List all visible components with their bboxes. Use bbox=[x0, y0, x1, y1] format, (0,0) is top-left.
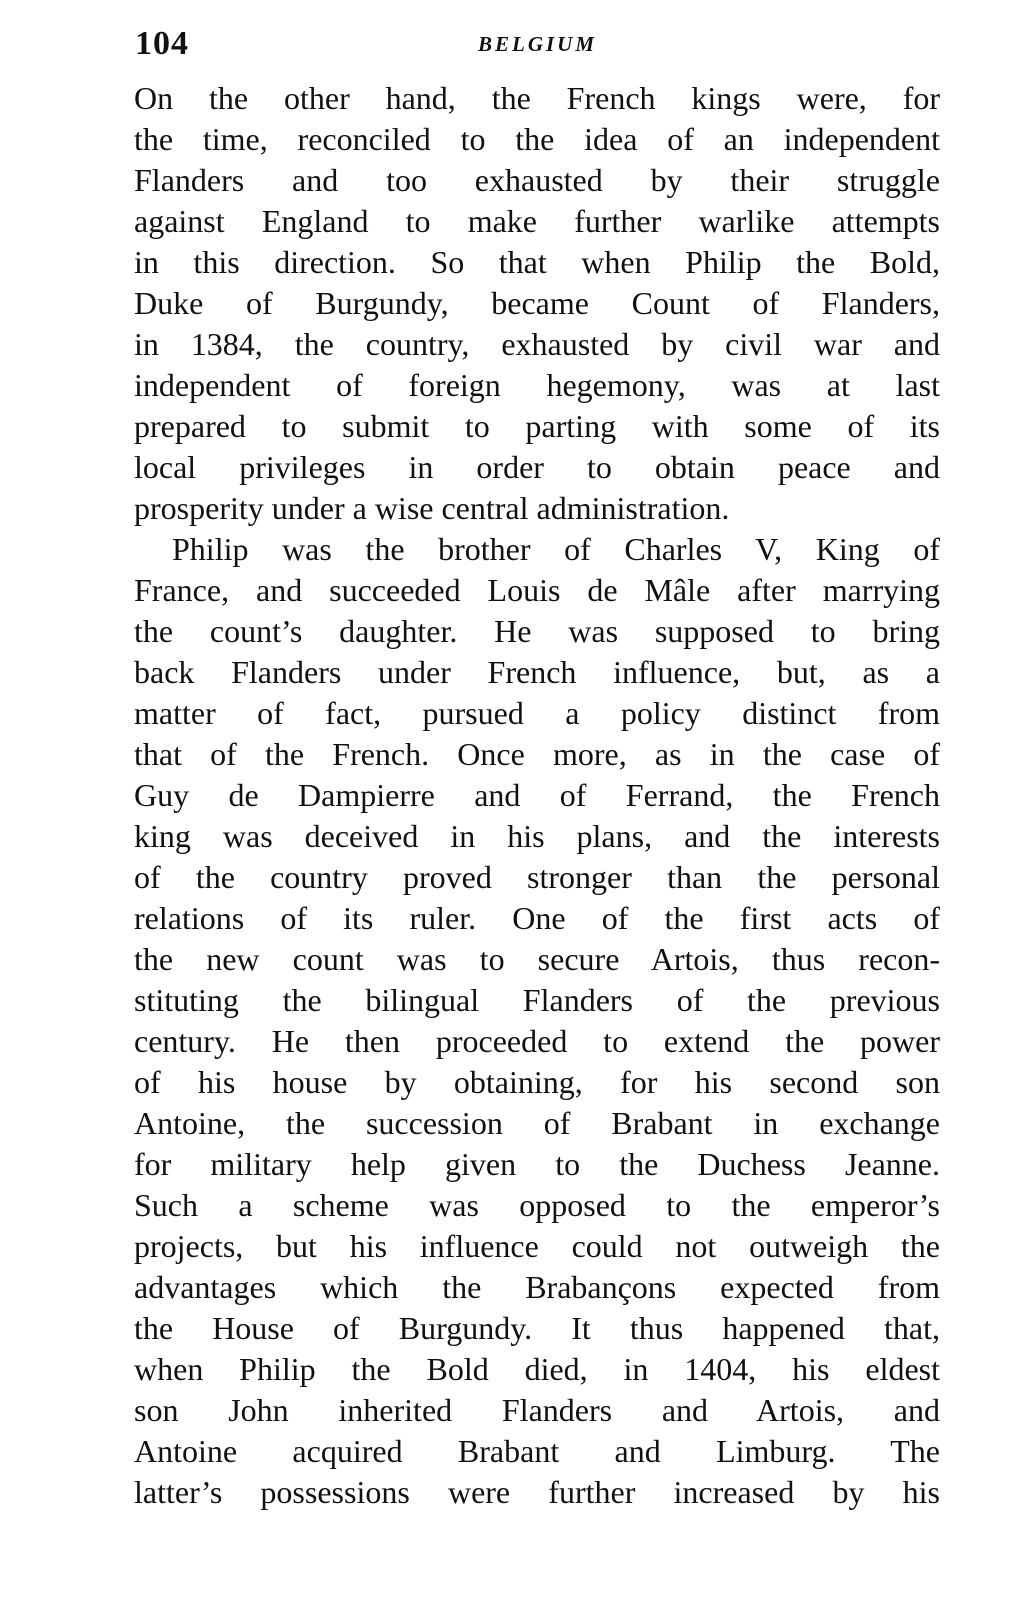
text-line-22: the new count was to secure Artois, thus recon- bbox=[134, 941, 940, 977]
text-line-24: century. He then proceeded to extend the power bbox=[134, 1023, 940, 1059]
text-line-33: son John inherited Flanders and Artois, and bbox=[134, 1392, 940, 1428]
text-line-31: the House of Burgundy. It thus happened that, bbox=[134, 1310, 940, 1346]
text-line-10: local privileges in order to obtain peace and bbox=[134, 449, 940, 485]
text-line-29: projects, but his influence could not outweigh the bbox=[134, 1228, 940, 1264]
page-number: 104 bbox=[135, 25, 189, 62]
text-line-26: Antoine, the succession of Brabant in exchange bbox=[134, 1105, 940, 1141]
running-title: BELGIUM bbox=[477, 32, 598, 56]
text-line-5: in this direction. So that when Philip the Bold, bbox=[134, 244, 940, 280]
body-text bbox=[134, 78, 940, 1513]
text-line-32: when Philip the Bold died, in 1404, his eldest bbox=[134, 1351, 940, 1387]
text-line-16: matter of fact, pursued a policy distinct from bbox=[134, 695, 940, 731]
text-line-14: the count’s daughter. He was supposed to bring bbox=[134, 613, 940, 649]
text-line-1: On the other hand, the French kings were, for bbox=[134, 80, 940, 116]
text-line-8: independent of foreign hegemony, was at last bbox=[134, 367, 940, 403]
text-line-25: of his house by obtaining, for his second son bbox=[134, 1064, 940, 1100]
text-line-21: relations of its ruler. One of the first acts of bbox=[134, 900, 940, 936]
text-line-11: prosperity under a wise central administration. bbox=[134, 490, 730, 526]
running-head bbox=[135, 22, 940, 66]
text-line-30: advantages which the Brabançons expected from bbox=[134, 1269, 940, 1305]
text-line-9: prepared to submit to parting with some of its bbox=[134, 408, 940, 444]
text-line-28: Such a scheme was opposed to the emperor’s bbox=[134, 1187, 940, 1223]
text-line-20: of the country proved stronger than the personal bbox=[134, 859, 940, 895]
text-line-34: Antoine acquired Brabant and Limburg. The bbox=[134, 1433, 940, 1469]
text-line-13: France, and succeeded Louis de Mâle after marrying bbox=[134, 572, 940, 608]
text-line-19: king was deceived in his plans, and the interests bbox=[134, 818, 940, 854]
text-line-18: Guy de Dampierre and of Ferrand, the French bbox=[134, 777, 940, 813]
text-line-15: back Flanders under French influence, but, as a bbox=[134, 654, 940, 690]
text-line-12: Philip was the brother of Charles V, King of bbox=[172, 531, 940, 567]
text-line-17: that of the French. Once more, as in the case of bbox=[134, 736, 940, 772]
text-line-7: in 1384, the country, exhausted by civil war and bbox=[134, 326, 940, 362]
text-line-3: Flanders and too exhausted by their struggle bbox=[134, 162, 940, 198]
text-line-27: for military help given to the Duchess Jeanne. bbox=[134, 1146, 940, 1182]
text-line-4: against England to make further warlike attempts bbox=[134, 203, 940, 239]
text-line-35: latter’s possessions were further increased by his bbox=[134, 1474, 940, 1510]
text-line-6: Duke of Burgundy, became Count of Flanders, bbox=[134, 285, 940, 321]
text-line-2: the time, reconciled to the idea of an independent bbox=[134, 121, 940, 157]
text-line-23: stituting the bilingual Flanders of the previous bbox=[134, 982, 940, 1018]
